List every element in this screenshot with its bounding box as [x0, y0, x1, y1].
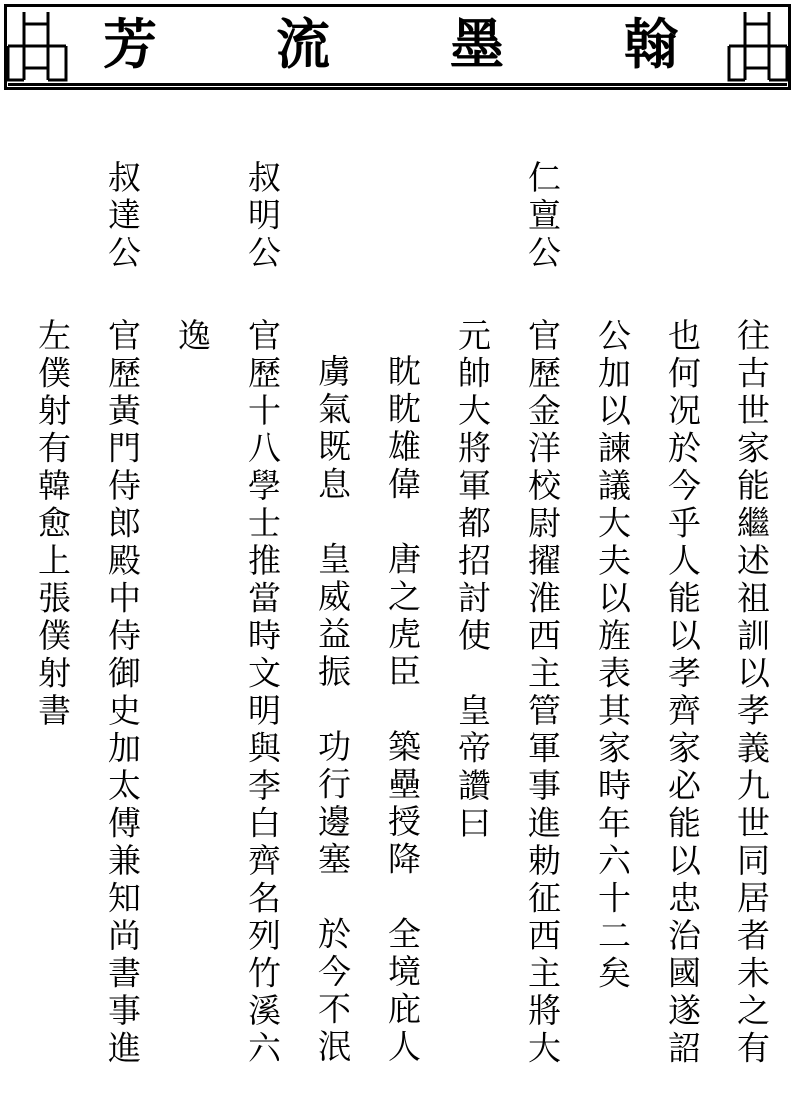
title-char-1: 芳	[103, 12, 157, 76]
text-column-9: 左僕射有韓愈上張僕射書	[33, 318, 72, 731]
verse-column-2: 虜氣既息 皇威益振 功行邊塞 於今不泯	[313, 354, 352, 1067]
text-column-2: 也何况於今乎人能以孝齊家必能以忠治國遂詔	[663, 318, 702, 1068]
text-column-3: 公加以諫議大夫以旌表其家時年六十二矣	[593, 318, 632, 993]
left-fret-ornament	[6, 6, 68, 84]
text-column-4: 官歷金洋校尉擢淮西主管軍事進勅征西主將大	[523, 318, 562, 1068]
right-fret-ornament	[727, 6, 789, 84]
title-char-4: 翰	[624, 12, 678, 76]
person-heading-ren-dan: 仁亶公	[523, 160, 562, 273]
text-column-8: 官歷黃門侍郎殿中侍御史加太傅兼知尚書事進	[103, 318, 142, 1068]
title-char-2: 流	[276, 12, 330, 76]
text-column-7: 逸	[173, 318, 212, 356]
title-char-3: 墨	[450, 12, 504, 76]
text-column-6: 官歷十八學士推當時文明與李白齊名列竹溪六	[243, 318, 282, 1068]
person-heading-shu-da: 叔達公	[103, 160, 142, 273]
person-heading-shu-ming: 叔明公	[243, 160, 282, 273]
verse-column-1: 眈眈雄偉 唐之虎臣 築壘授降 全境庇人	[383, 354, 422, 1067]
text-column-1: 往古世家能繼述祖訓以孝義九世同居者未之有	[732, 318, 771, 1068]
text-column-5: 元帥大將軍都招討使 皇帝讚曰	[453, 318, 492, 843]
